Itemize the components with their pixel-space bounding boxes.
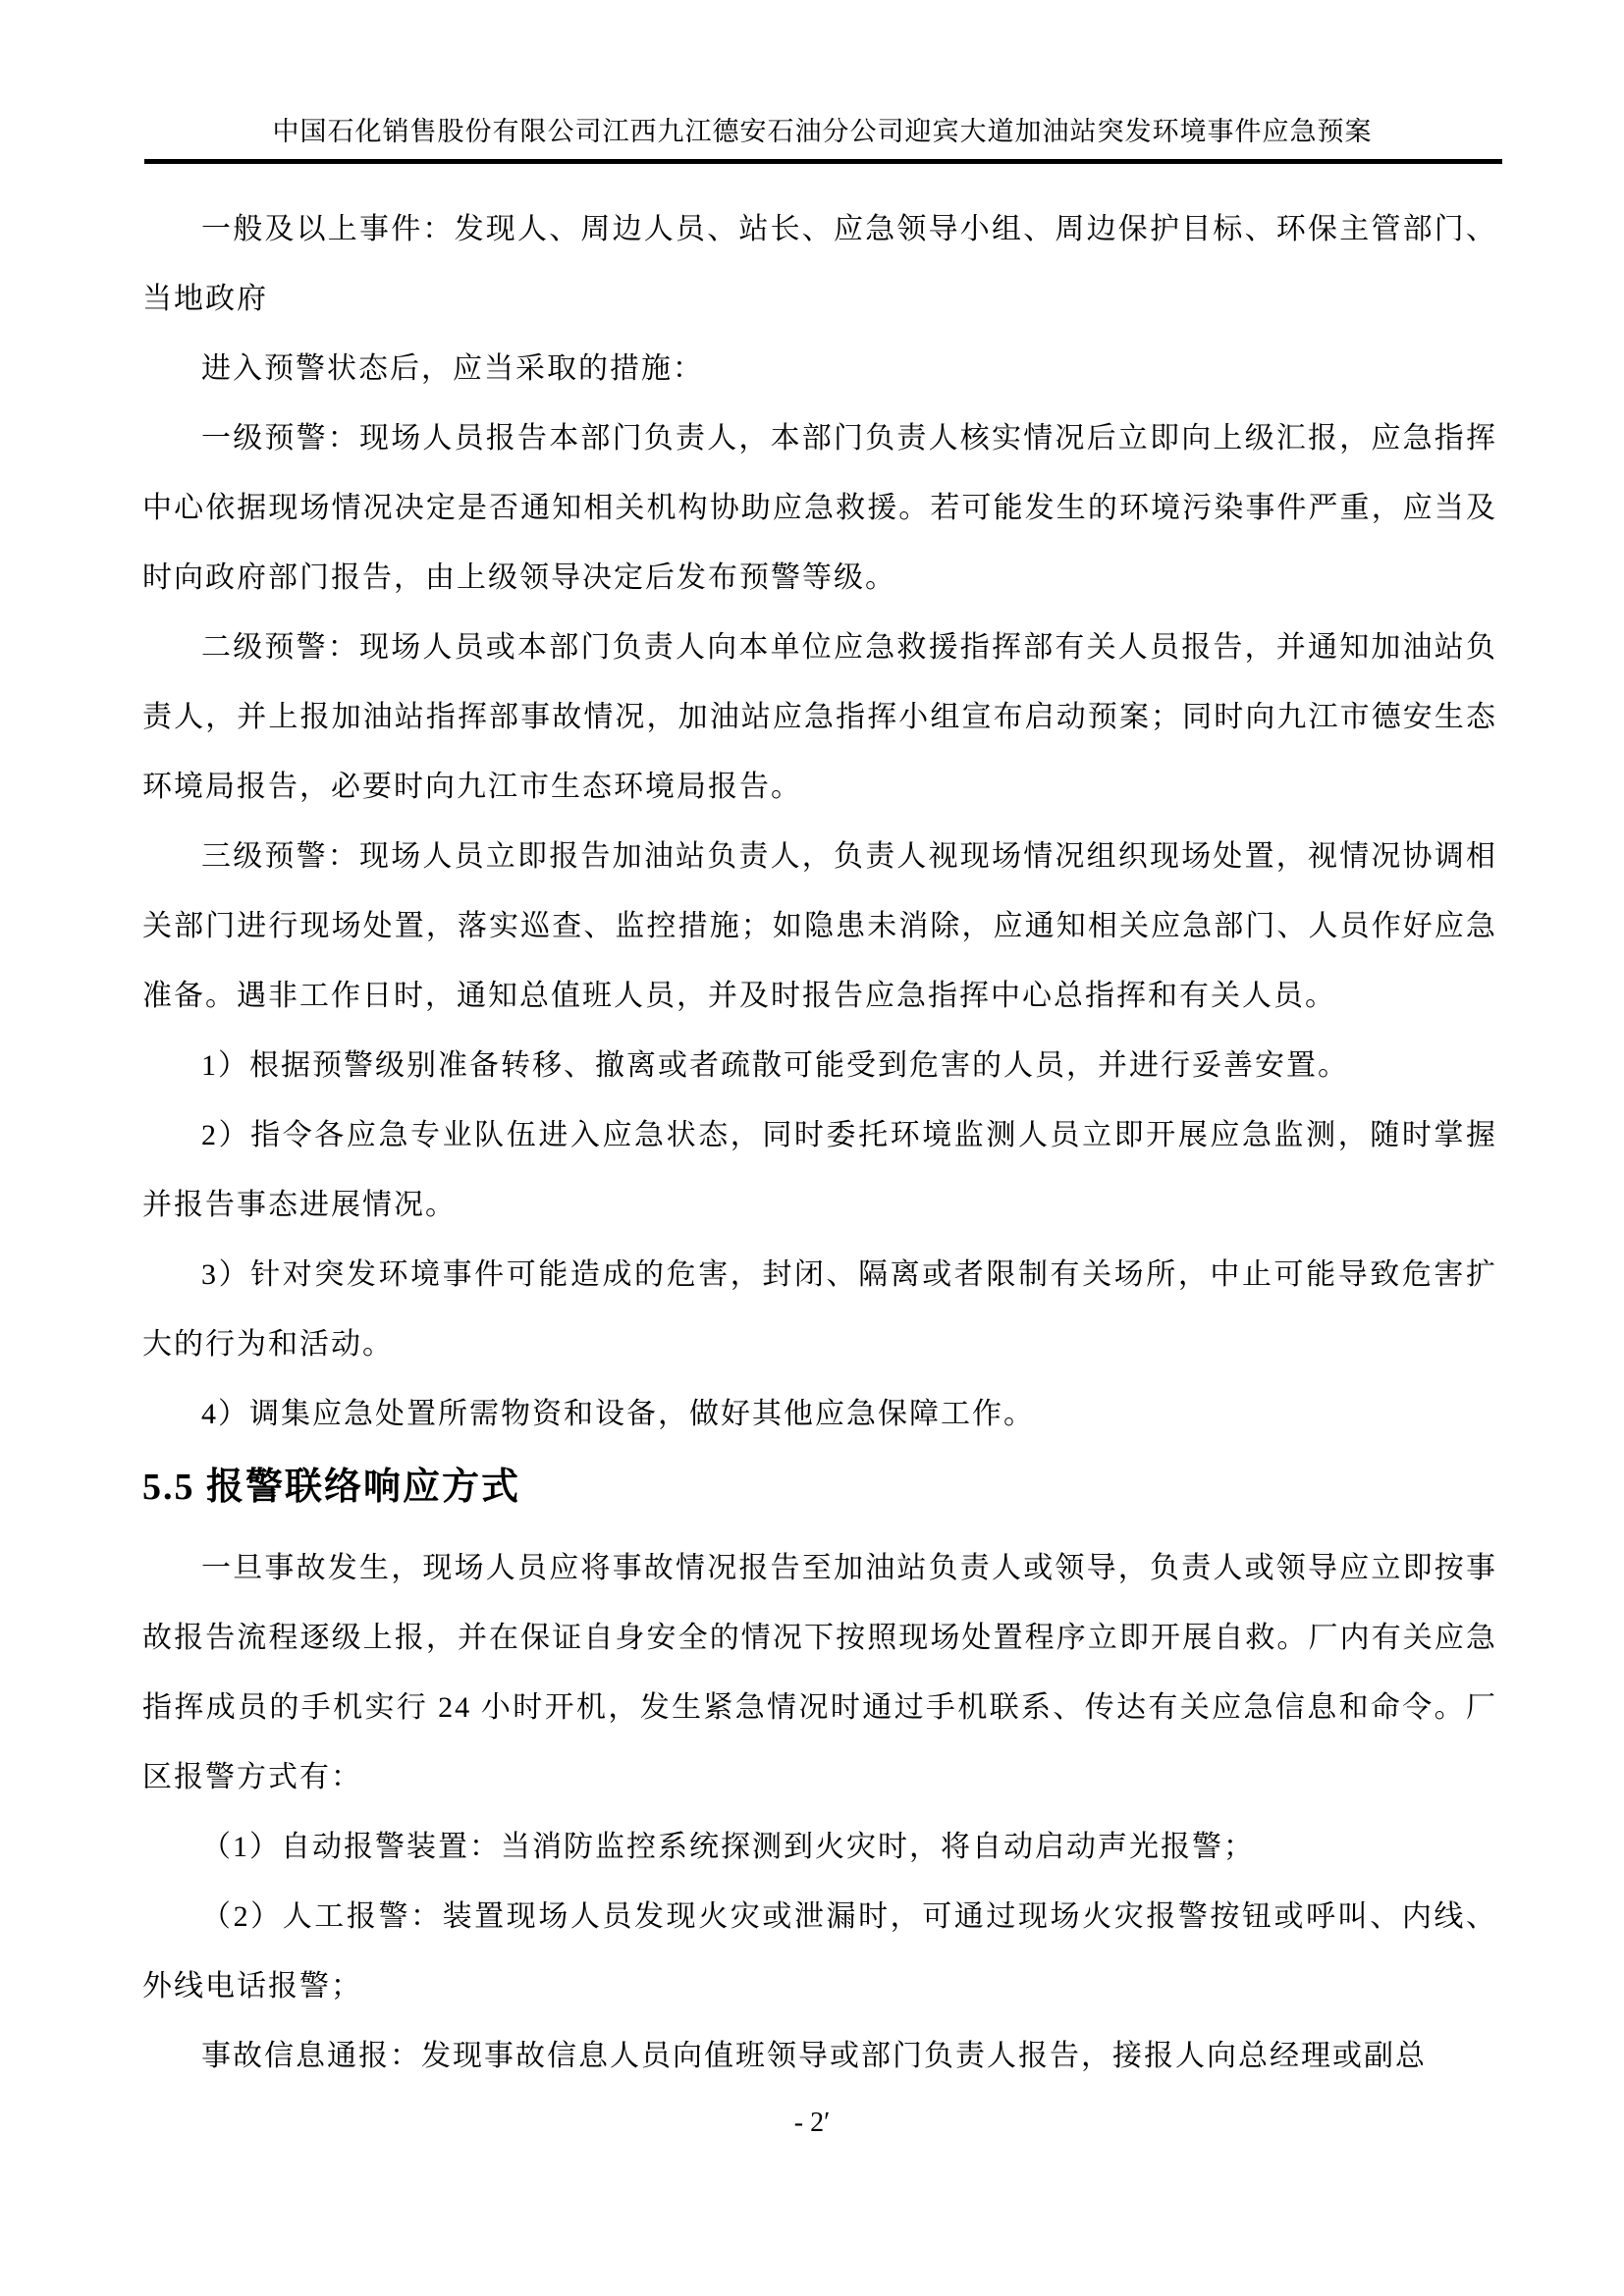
- page-header-title: 中国石化销售股份有限公司江西九江德安石油分公司迎宾大道加油站突发环境事件应急预案: [272, 117, 1373, 146]
- para-manual-alarm: （2）人工报警：装置现场人员发现火灾或泄漏时，可通过现场火灾报警按钮或呼叫、内线、外线电话报警；: [142, 1900, 1497, 2002]
- para-list-item-1: 1）根据预警级别准备转移、撤离或者疏散可能受到危害的人员，并进行妥善安置。: [201, 1049, 1349, 1082]
- header-divider: [144, 159, 1502, 164]
- para-level3-warning: 三级预警：现场人员立即报告加油站负责人，负责人视现场情况组织现场处置，视情况协调相关部门进行现场处置，落实巡查、监控措施；如隐患未消除，应通知相关应急部门、人员作好应急准备。遇非工作日时，通知总值班人员，并及时报告应急指挥中心总指挥和有关人员。: [142, 840, 1497, 1012]
- para-list-item-2: 2）指令各应急专业队伍进入应急状态，同时委托环境监测人员立即开展应急监测，随时掌握并报告事态进展情况。: [142, 1119, 1497, 1221]
- para-list-item-4: 4）调集应急处置所需物资和设备，做好其他应急保障工作。: [201, 1398, 1035, 1430]
- para-incident-info-report: 事故信息通报：发现事故信息人员向值班领导或部门负责人报告，接报人向总经理或副总: [201, 2040, 1427, 2072]
- para-level2-warning: 二级预警：现场人员或本部门负责人向本单位应急救援指挥部有关人员报告，并通知加油站负责人，并上报加油站指挥部事故情况，加油站应急指挥小组宣布启动预案；同时向九江市德安生态环境局报告，必要时向九江市生态环境局报告。: [142, 631, 1497, 803]
- page-number: - 2′: [793, 2108, 831, 2138]
- para-general-events: 一般及以上事件：发现人、周边人员、站长、应急领导小组、周边保护目标、环保主管部门、当地政府: [142, 213, 1497, 315]
- para-auto-alarm-device: （1）自动报警装置：当消防监控系统探测到火灾时，将自动启动声光报警；: [201, 1831, 1255, 1863]
- section-heading-5-5: 5.5 报警联络响应方式: [142, 1467, 521, 1508]
- para-prewarning-measures-intro: 进入预警状态后，应当采取的措施：: [201, 352, 704, 385]
- document-body: [142, 194, 1497, 2091]
- para-alarm-response-intro: 一旦事故发生，现场人员应将事故情况报告至加油站负责人或领导，负责人或领导应立即按事故报告流程逐级上报，并在保证自身安全的情况下按照现场处置程序立即开展自救。厂内有关应急指挥成员的手机实行 24 小时开机，发生紧急情况时通过手机联系、传达有关应急信息和命令。厂区报警方式有：: [142, 1552, 1497, 1793]
- para-list-item-3: 3）针对突发环境事件可能造成的危害，封闭、隔离或者限制有关场所，中止可能导致危害扩大的行为和活动。: [142, 1258, 1497, 1361]
- para-level1-warning: 一级预警：现场人员报告本部门负责人，本部门负责人核实情况后立即向上级汇报，应急指挥中心依据现场情况决定是否通知相关机构协助应急救援。若可能发生的环境污染事件严重，应当及时向政府部门报告，由上级领导决定后发布预警等级。: [142, 422, 1497, 594]
